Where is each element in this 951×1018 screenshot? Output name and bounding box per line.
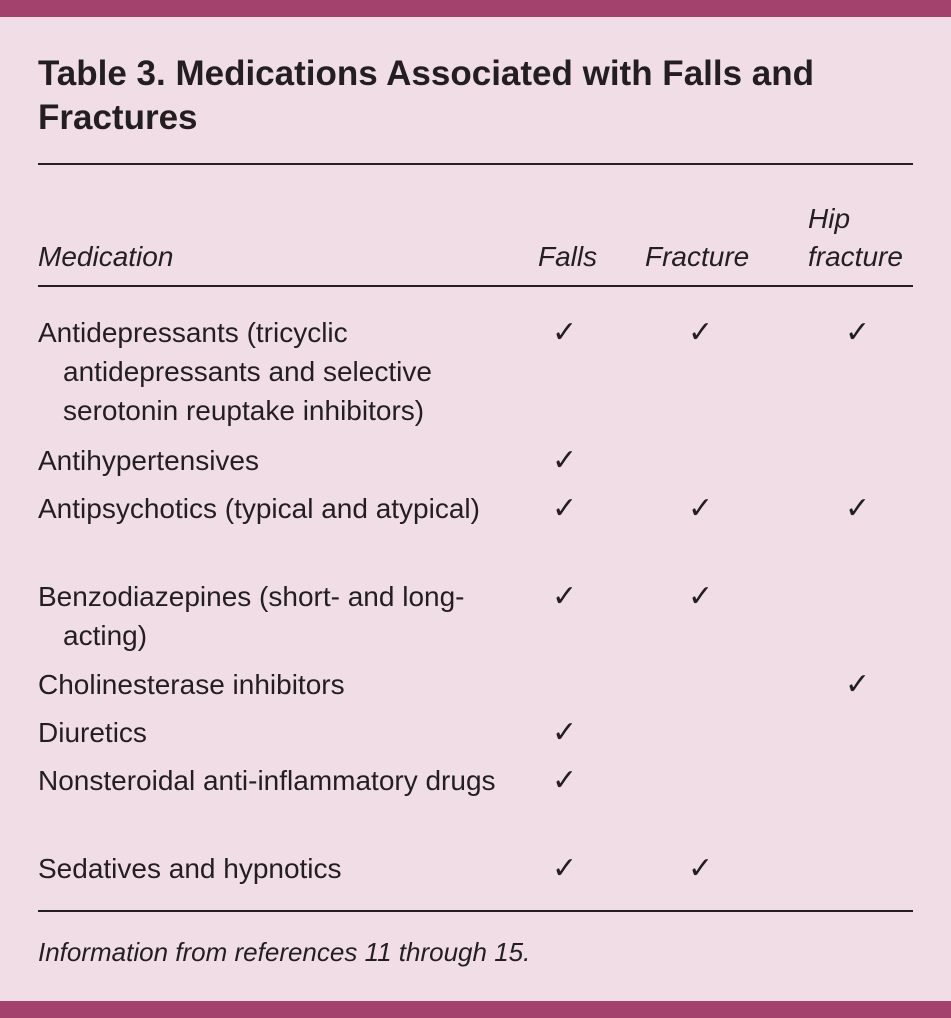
column-header-fracture: Fracture — [645, 241, 750, 272]
fracture-check-icon: ✓ — [688, 491, 714, 526]
column-header-hip-fracture: Hip fracture — [808, 203, 903, 272]
medication-name: Cholinesterase inhibitors — [38, 669, 345, 700]
medication-name: Sedatives and hypnotics — [38, 853, 342, 884]
table-footnote: Information from references 11 through 15. — [38, 937, 531, 967]
falls-check-icon: ✓ — [552, 851, 578, 886]
fracture-check-icon: ✓ — [688, 315, 714, 350]
medication-name: Antipsychotics (typical and atypical) — [38, 493, 480, 524]
falls-check-icon: ✓ — [552, 579, 578, 614]
hip-fracture-check-icon: ✓ — [845, 315, 871, 350]
medication-name: Nonsteroidal anti-inflammatory drugs — [38, 765, 496, 796]
fracture-check-icon: ✓ — [688, 579, 714, 614]
top-accent-bar — [0, 0, 951, 17]
table-bottom-rule — [38, 910, 913, 912]
medication-name: Antihypertensives — [38, 445, 260, 476]
hip-fracture-check-icon: ✓ — [845, 491, 871, 526]
column-header-medication: Medication — [38, 241, 174, 272]
table-title: Table 3. Medications Associated with Falls and Fractures — [38, 54, 815, 137]
falls-check-icon: ✓ — [552, 715, 578, 750]
bottom-accent-bar — [0, 1001, 951, 1018]
medication-name: Antidepressants (tricyclic antidepressants and selective serotonin reuptake inhibitors) — [38, 317, 432, 426]
column-header-falls: Falls — [538, 241, 598, 272]
falls-check-icon: ✓ — [552, 443, 578, 478]
falls-check-icon: ✓ — [552, 315, 578, 350]
header-bottom-rule — [38, 285, 913, 287]
falls-check-icon: ✓ — [552, 763, 578, 798]
header-top-rule — [38, 163, 913, 165]
falls-check-icon: ✓ — [552, 491, 578, 526]
medication-name: Benzodiazepines (short- and long-acting) — [38, 581, 465, 651]
medication-name: Diuretics — [38, 717, 147, 748]
hip-fracture-check-icon: ✓ — [845, 667, 871, 702]
fracture-check-icon: ✓ — [688, 851, 714, 886]
